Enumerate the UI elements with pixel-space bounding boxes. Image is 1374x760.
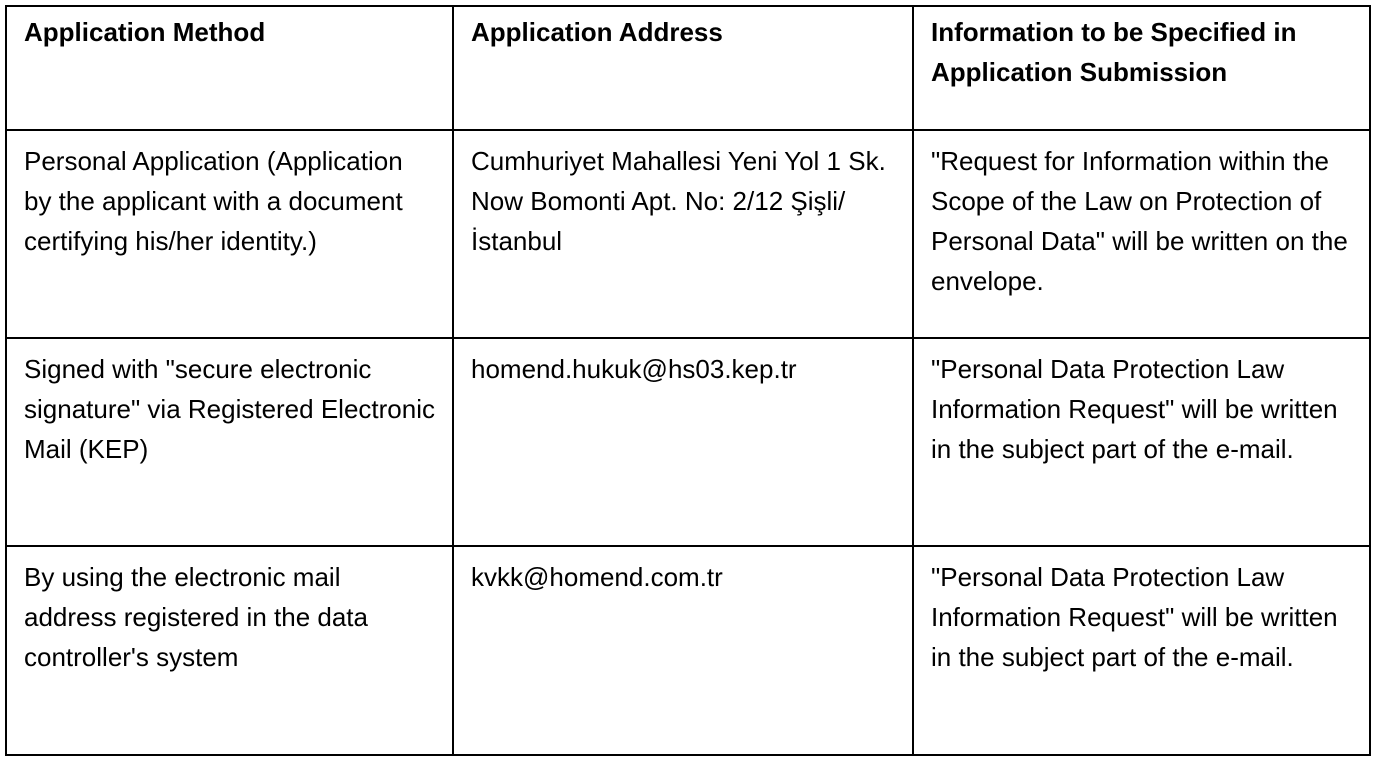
cell-method	[6, 546, 453, 755]
header-application-address	[453, 6, 913, 130]
cell-info	[913, 546, 1370, 755]
header-label: Information to be Specified in Application Submission	[931, 17, 1297, 87]
cell-text: "Request for Information within the Scope of the Law on Protection of Personal Data" will be written on the envelope.	[931, 146, 1348, 296]
header-application-method	[6, 6, 453, 130]
cell-text: Personal Application (Application by the applicant with a document certifying his/her identity.)	[24, 146, 403, 256]
table-row	[6, 546, 1370, 755]
cell-method	[6, 338, 453, 546]
cell-info	[913, 338, 1370, 546]
header-information-to-specify	[913, 6, 1370, 130]
cell-text: kvkk@homend.com.tr	[471, 562, 723, 592]
cell-info	[913, 130, 1370, 338]
cell-text: "Personal Data Protection Law Information Request" will be written in the subject part of the e-mail.	[931, 562, 1338, 672]
cell-text: homend.hukuk@hs03.kep.tr	[471, 354, 797, 384]
cell-address	[453, 130, 913, 338]
cell-text: By using the electronic mail address registered in the data controller's system	[24, 562, 368, 672]
header-label: Application Address	[471, 17, 723, 47]
cell-text: Cumhuriyet Mahallesi Yeni Yol 1 Sk. Now Bomonti Apt. No: 2/12 Şişli/İstanbul	[471, 146, 886, 256]
cell-address	[453, 338, 913, 546]
header-label: Application Method	[24, 17, 266, 47]
cell-method	[6, 130, 453, 338]
cell-address	[453, 546, 913, 755]
application-methods-table	[5, 5, 1371, 756]
cell-text: Signed with "secure electronic signature" via Registered Electronic Mail (KEP)	[24, 354, 435, 464]
table-header-row	[6, 6, 1370, 130]
table-row	[6, 338, 1370, 546]
table-row	[6, 130, 1370, 338]
cell-text: "Personal Data Protection Law Information Request" will be written in the subject part of the e-mail.	[931, 354, 1338, 464]
